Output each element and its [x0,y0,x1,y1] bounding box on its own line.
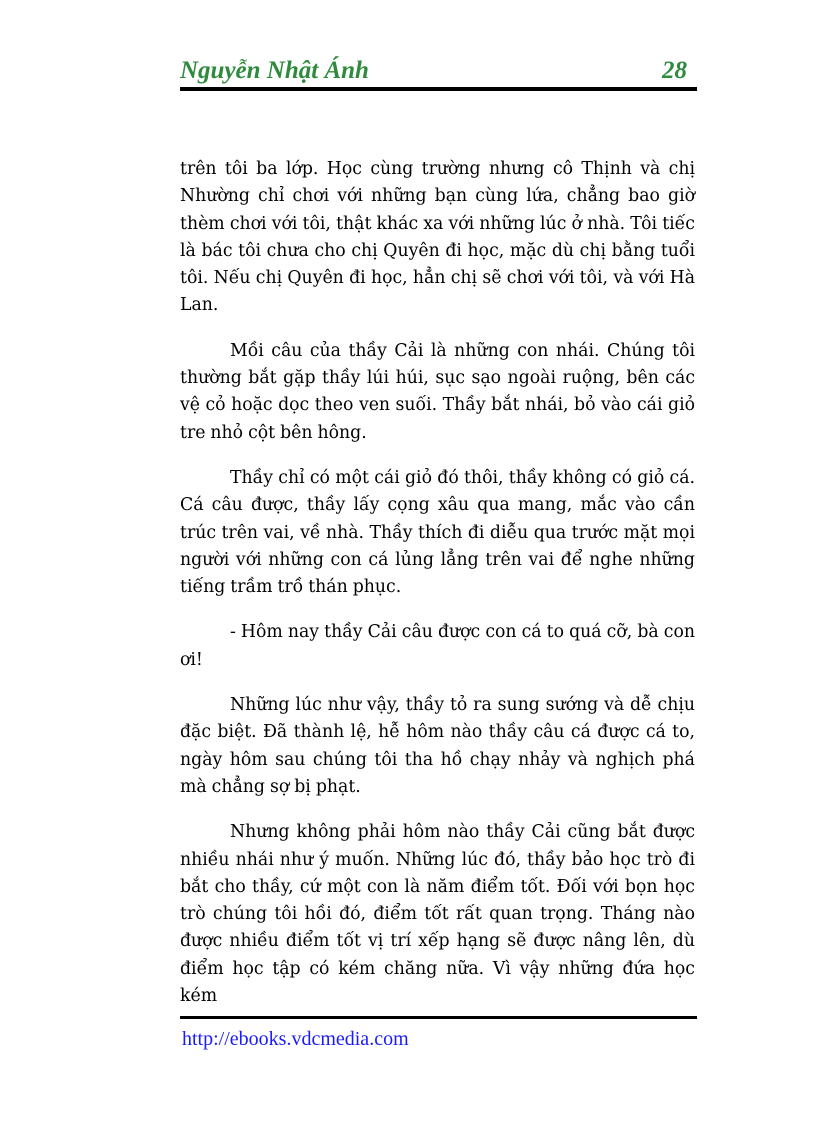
page-header [180,56,697,86]
paragraph-5: Những lúc như vậy, thầy tỏ ra sung sướng và dễ chịu đặc biệt. Đã thành lệ, hễ hôm nào thầy câu cá được cá to, ngày hôm sau chúng tôi tha hồ chạy nhảy và nghịch phá mà chẳng sợ bị phạt. [180,695,695,797]
paragraph-2: Mồi câu của thầy Cải là những con nhái. Chúng tôi thường bắt gặp thầy lúi húi, sục sạo ngoài ruộng, bên các vệ cỏ hoặc dọc theo ven suối. Thầy bắt nhái, bỏ vào cái giỏ tre nhỏ cột bên hông. [180,340,695,443]
paragraph-4: - Hôm nay thầy Cải câu được con cá to quá cỡ, bà con ơi! [180,622,695,670]
footer-divider [180,1016,697,1019]
page-body [180,156,695,1028]
paragraph-3: Thầy chỉ có một cái giỏ đó thôi, thầy không có giỏ cá. Cá câu được, thầy lấy cọng xâu qua mang, mắc vào cần trúc trên vai, về nhà. Thầy thích đi diễu qua trước mặt mọi người với những con cá lủng lẳng trên vai để nghe những tiếng trầm trồ thán phục. [180,467,695,598]
paragraph-6: Nhưng không phải hôm nào thầy Cải cũng bắt được nhiều nhái như ý muốn. Những lúc đó, thầy bảo học trò đi bắt cho thầy, cứ một con là năm điểm tốt. Đối với bọn học trò chúng tôi hồi đó, điểm tốt rất quan trọng. Tháng nào được nhiều điểm tốt vị trí xếp hạng sẽ được nâng lên, dù điểm học tập có kém chăng nữa. Vì vậy những đứa học kém [180,822,695,1007]
paragraph-1: trên tôi ba lớp. Học cùng trường nhưng cô Thịnh và chị Nhường chỉ chơi với những bạn cùng lứa, chẳng bao giờ thèm chơi với tôi, thật khác xa với những lúc ở nhà. Tôi tiếc là bác tôi chưa cho chị Quyên đi học, mặc dù chị bằng tuổi tôi. Nếu chị Quyên đi học, hẳn chị sẽ chơi với tôi, và với Hà Lan. [180,159,695,316]
book-author: Nguyễn Nhật Ánh [180,57,369,84]
header-divider [180,87,697,91]
page-number: 28 [662,57,687,84]
footer-website-link[interactable]: http://ebooks.vdcmedia.com [182,1028,409,1050]
